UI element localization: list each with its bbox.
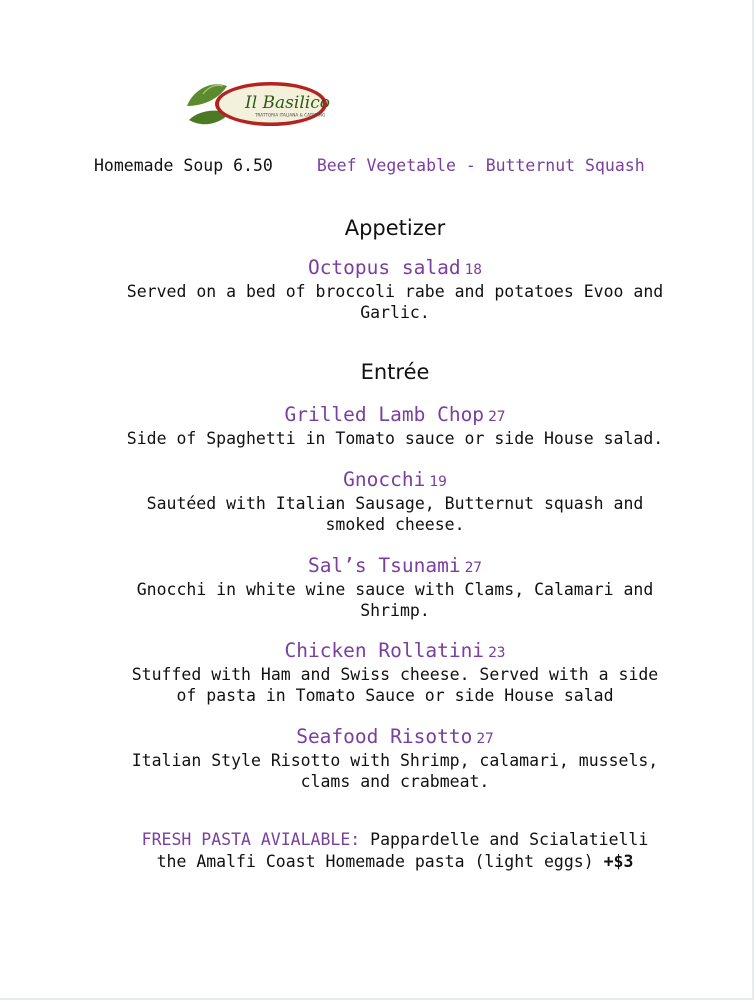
item-name: Sal’s Tsunami [307,554,461,577]
soup-options: Beef Vegetable - Butternut Squash [316,156,645,175]
il-basilico-logo [183,76,331,132]
item-price: 27 [488,409,506,425]
item-name: Octopus salad [307,256,461,279]
item-description: Sautéed with Italian Sausage, Butternut squash and smoked cheese. [146,494,644,534]
soup-label: Homemade Soup 6.50 [94,156,273,175]
item-description: Gnocchi in white wine sauce with Clams, Calamari and Shrimp. [136,580,654,620]
item-name: Gnocchi [343,468,426,491]
menu-item-octopus-salad [0,257,756,323]
appetizer-heading: Appetizer [344,216,446,240]
item-description: Served on a bed of broccoli rabe and potatoes Evoo and Garlic. [126,282,664,322]
soup-line [94,156,645,175]
item-title [0,555,756,579]
svg-text:TRATTORIA ITALIANA & CATERING: TRATTORIA ITALIANA & CATERING [255,112,326,118]
item-price: 27 [476,731,494,747]
menu-item-seafood-risotto [0,726,756,792]
fresh-pasta-note: FRESH PASTA AVIALABLE: Pappardelle and Scialatielli the Amalfi Coast Homemade pasta (light eggs) +$3 [141,830,649,871]
item-name: Grilled Lamb Chop [284,403,485,426]
item-title [0,257,756,281]
item-name: Seafood Risotto [296,725,473,748]
menu-item-grilled-lamb-chop [0,404,756,449]
fresh-pasta-highlight: FRESH PASTA AVIALABLE: [141,830,361,849]
menu-item-sals-tsunami [0,555,756,621]
menu-item-gnocchi [0,469,756,535]
item-title [0,726,756,750]
item-name: Chicken Rollatini [284,639,485,662]
item-price: 19 [429,474,447,490]
item-title [0,640,756,664]
item-description: Side of Spaghetti in Tomato sauce or side House salad. [126,429,664,448]
item-title [0,469,756,493]
item-description: Stuffed with Ham and Swiss cheese. Served with a side of pasta in Tomato Sauce or side House salad [131,665,659,705]
item-price: 18 [464,262,483,278]
item-description: Italian Style Risotto with Shrimp, calamari, mussels, clams and crabmeat. [131,751,659,791]
item-title [0,404,756,428]
svg-text:Il Basilico: Il Basilico [245,93,330,113]
menu-item-chicken-rollatini [0,640,756,706]
item-price: 23 [488,645,506,661]
item-price: 27 [464,560,483,576]
fresh-pasta-price: +$3 [603,852,634,871]
entree-heading: Entrée [360,360,430,384]
